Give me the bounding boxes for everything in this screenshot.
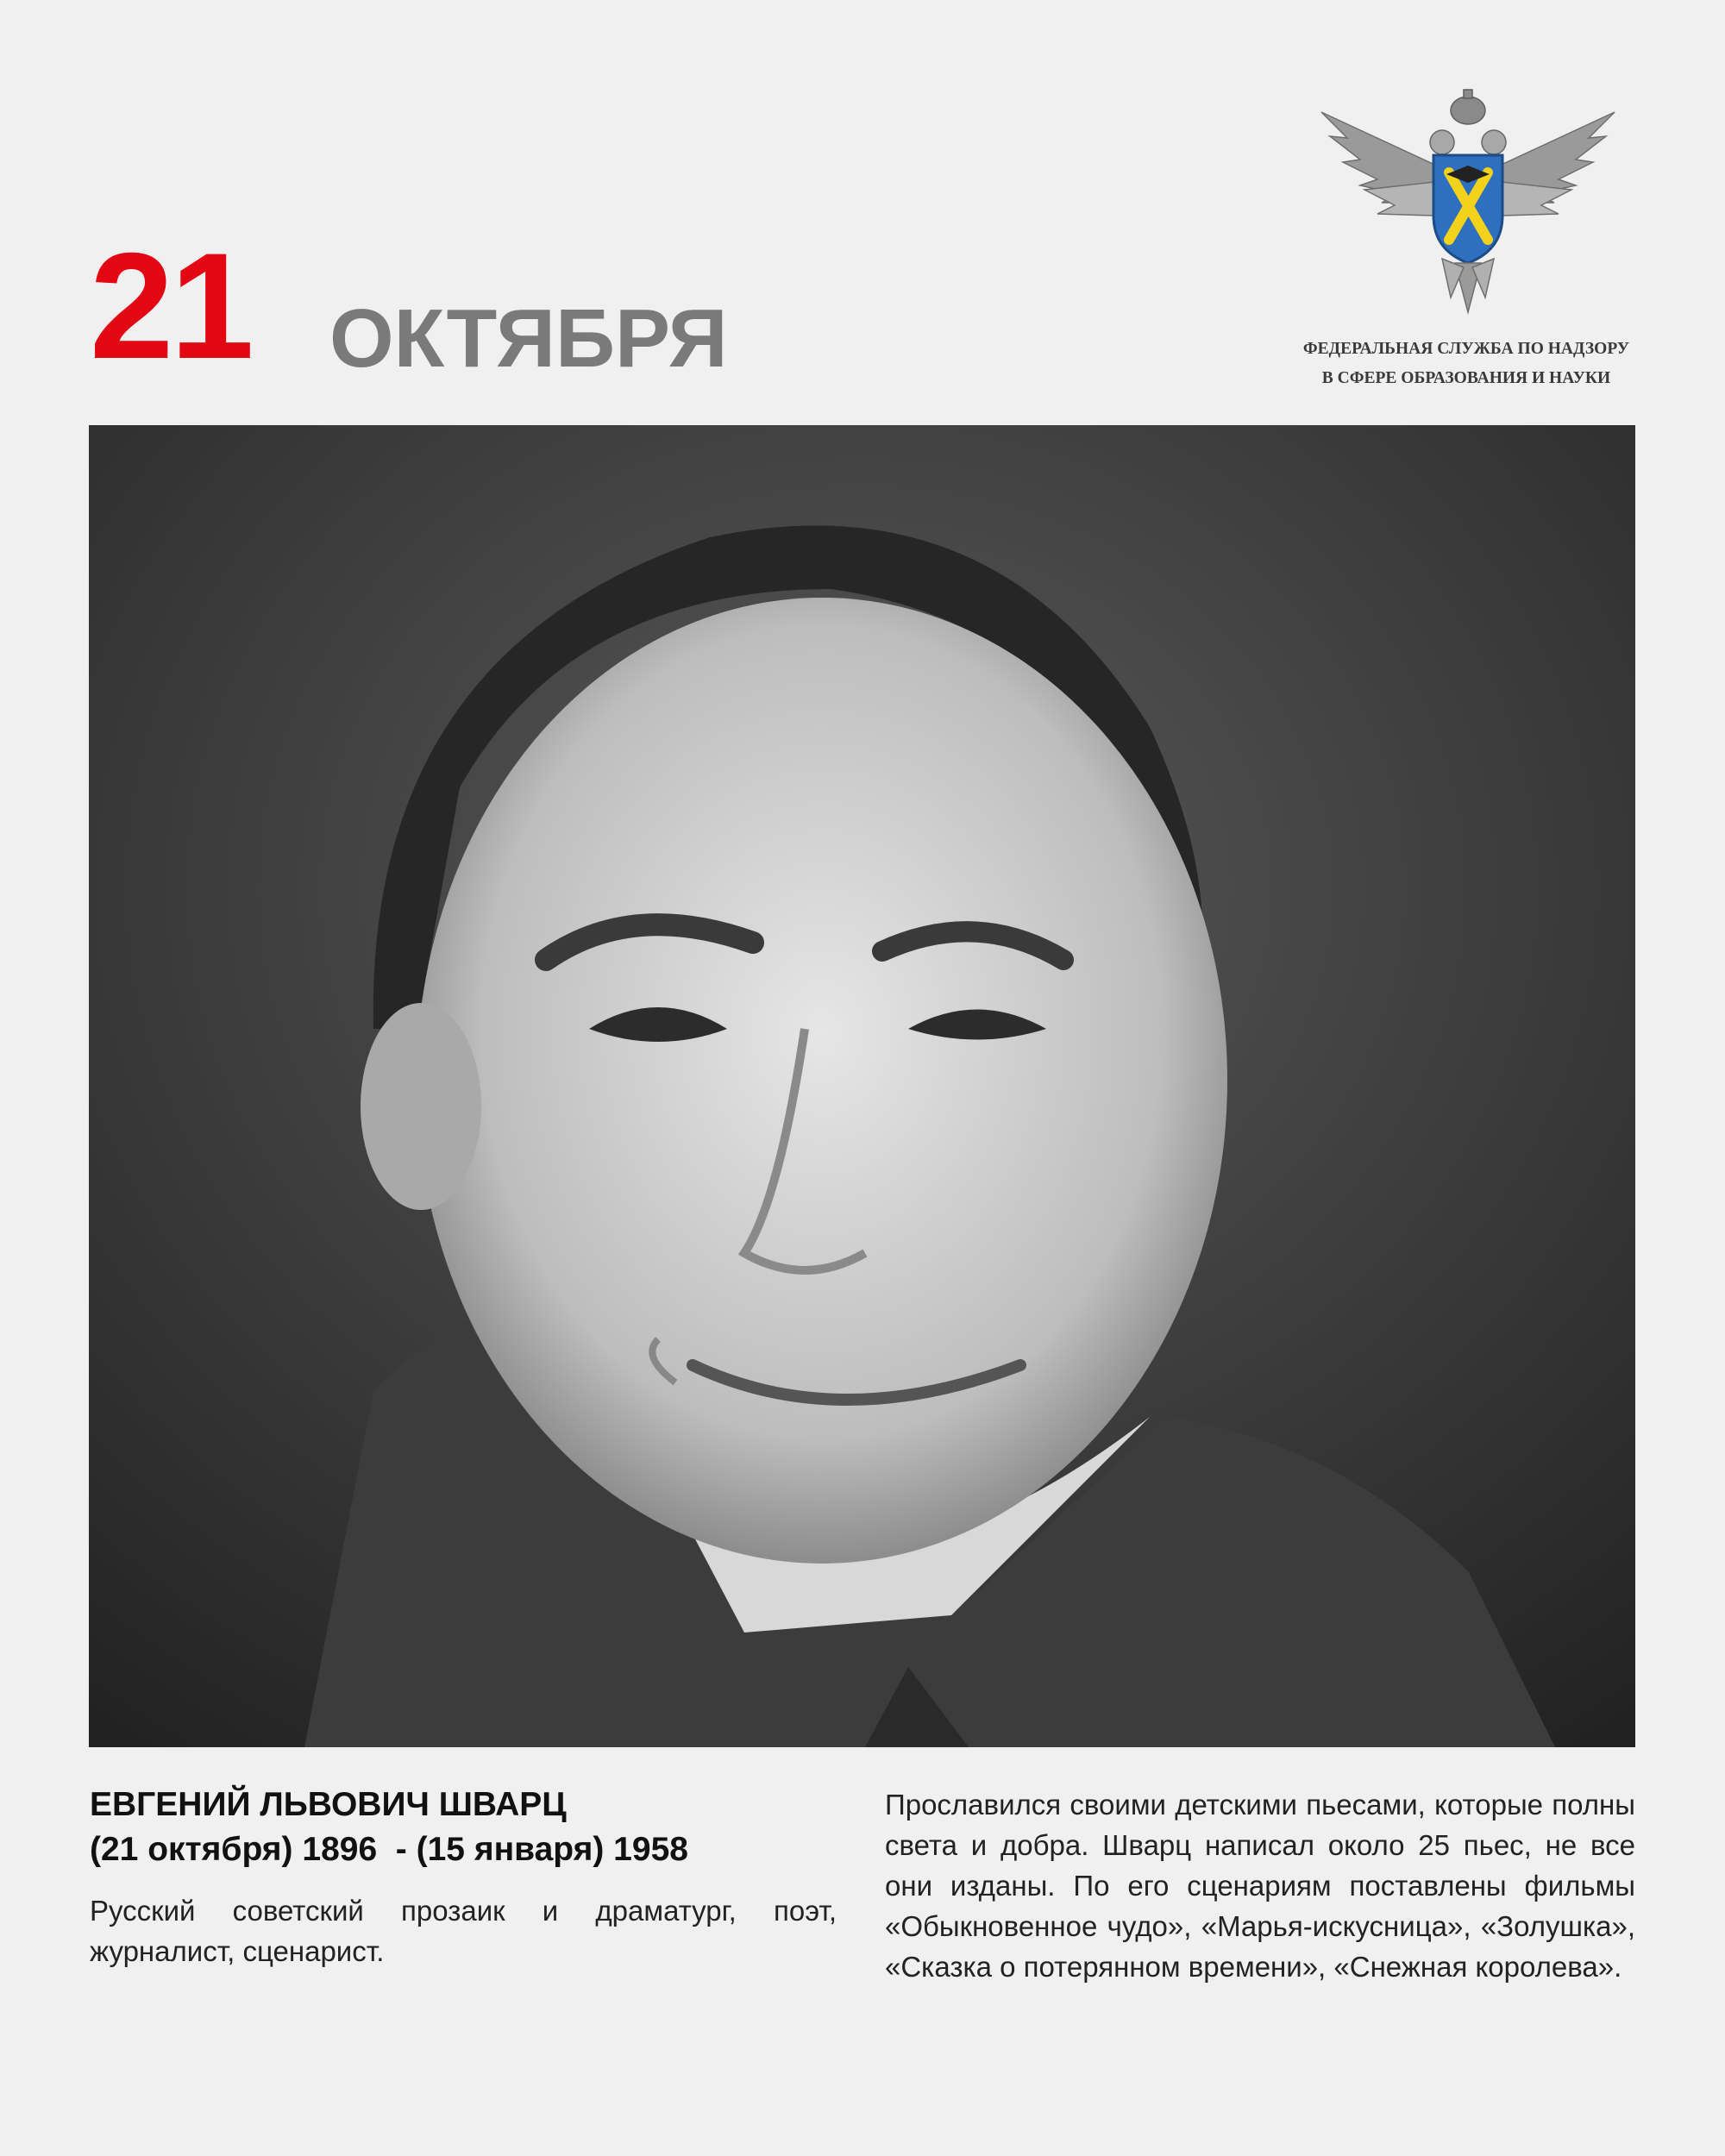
agency-name: [1276, 335, 1656, 393]
portrait-photo: [89, 425, 1635, 1747]
agency-line-1: ФЕДЕРАЛЬНАЯ СЛУЖБА ПО НАДЗОРУ: [1302, 340, 1630, 358]
agency-line-2: В СФЕРЕ ОБРАЗОВАНИЯ И НАУКИ: [1321, 369, 1611, 387]
person-dates: (21 октября) 1896 - (15 января) 1958: [90, 1831, 688, 1868]
date-month: ОКТЯБРЯ: [329, 292, 728, 385]
person-name: ЕВГЕНИЙ ЛЬВОВИЧ ШВАРЦ: [90, 1786, 567, 1823]
biography-text: Прославился своими детскими пьесами, которые полны света и добра. Шварц написал около 25 пьес, не все они изданы. По его сценариям поставлены фильмы «Обыкновенное чудо», «Марья-искусница», «Золушка», «Сказка о потерянном времени», «Снежная королева».: [885, 1789, 1635, 1983]
double-headed-eagle-emblem-icon: [1313, 86, 1623, 319]
date-day: 21: [90, 222, 251, 391]
person-description: Русский советский прозаик и драматург, поэт, журналист, сценарист.: [90, 1895, 837, 1967]
